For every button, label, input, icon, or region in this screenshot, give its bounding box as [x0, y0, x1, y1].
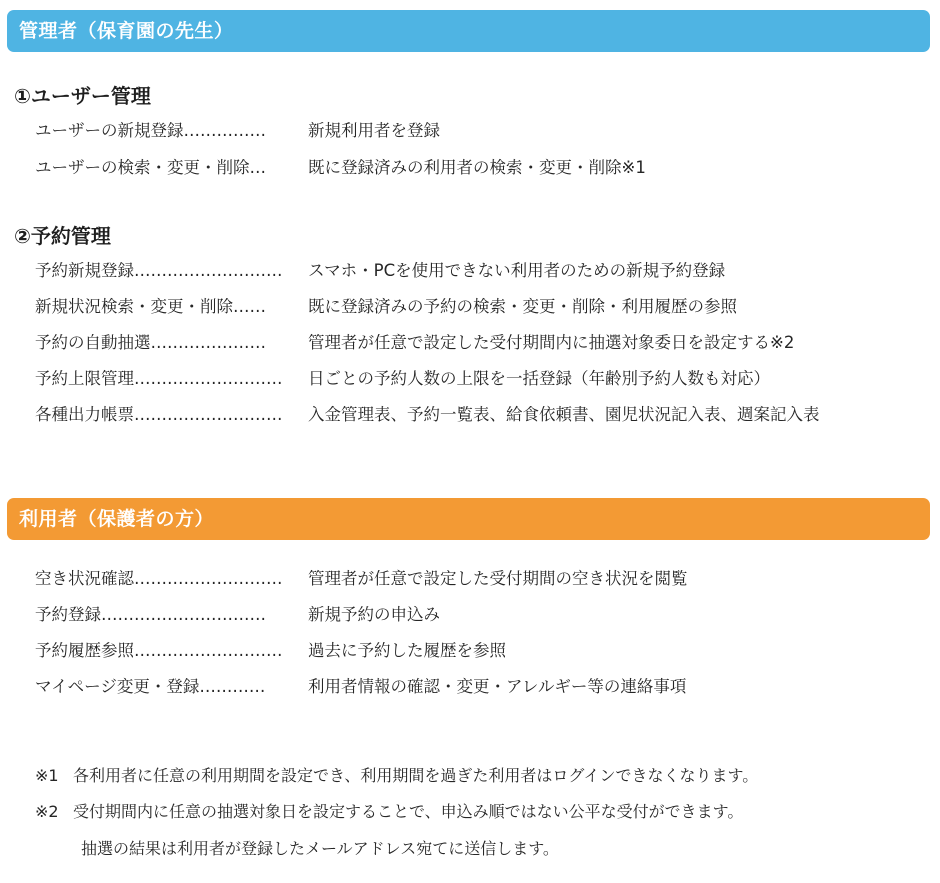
- footnote-mark: ※1: [35, 766, 59, 785]
- admin-section-banner: 管理者（保育園の先生）: [7, 10, 930, 52]
- leader-dots: …………………………: [101, 605, 266, 624]
- feature-label: マイページ変更・登録: [35, 677, 200, 696]
- list-item: [35, 634, 506, 668]
- feature-description: 既に登録済みの利用者の検索・変更・削除※1: [308, 158, 646, 177]
- feature-description: 入金管理表、予約一覧表、給食依頼書、園児状況記入表、週案記入表: [308, 405, 820, 424]
- feature-label: 予約上限管理: [35, 369, 134, 388]
- leader-dots: …………………: [150, 333, 266, 352]
- feature-description: 管理者が任意で設定した受付期間の空き状況を閲覧: [308, 569, 688, 588]
- list-item: [35, 398, 820, 432]
- list-item: [35, 326, 794, 360]
- feature-label: 空き状況確認: [35, 569, 134, 588]
- feature-label: ユーザーの新規登録: [35, 121, 184, 140]
- list-item: [35, 151, 646, 185]
- user-section-banner: 利用者（保護者の方）: [7, 498, 930, 540]
- feature-label: 予約登録: [35, 605, 101, 624]
- leader-dots: ………………………: [134, 641, 283, 660]
- feature-label: 予約履歴参照: [35, 641, 134, 660]
- list-item: [35, 254, 725, 288]
- footnote-2: [35, 795, 743, 829]
- leader-dots: ……………: [183, 121, 266, 140]
- leader-dots: ………………………: [134, 369, 283, 388]
- leader-dots: ……: [233, 297, 266, 316]
- feature-description: 過去に予約した履歴を参照: [308, 641, 506, 660]
- footnote-text: 各利用者に任意の利用期間を設定でき、利用期間を過ぎた利用者はログインできなくなります。: [73, 766, 759, 785]
- feature-label: ユーザーの検索・変更・削除: [35, 158, 250, 177]
- feature-description: 日ごとの予約人数の上限を一括登録（年齢別予約人数も対応）: [308, 369, 770, 388]
- feature-description: 新規利用者を登録: [308, 121, 440, 140]
- feature-description: スマホ・PCを使用できない利用者のための新規予約登録: [308, 261, 726, 280]
- list-item: [35, 562, 688, 596]
- list-item: [35, 670, 686, 704]
- leader-dots: …………: [199, 677, 266, 696]
- list-item: [35, 290, 737, 324]
- leader-dots: ………………………: [134, 569, 283, 588]
- feature-description: 既に登録済みの予約の検索・変更・削除・利用履歴の参照: [308, 297, 737, 316]
- footnote-mark: ※2: [35, 802, 59, 821]
- feature-description: 新規予約の申込み: [308, 605, 440, 624]
- footnote-1: [35, 759, 758, 793]
- leader-dots: ………………………: [134, 261, 283, 280]
- feature-description: 管理者が任意で設定した受付期間内に抽選対象委日を設定する※2: [308, 333, 795, 352]
- list-item: [35, 114, 440, 148]
- footnote-text: 受付期間内に任意の抽選対象日を設定することで、申込み順ではない公平な受付ができます。: [73, 802, 744, 821]
- reservation-management-heading: ②予約管理: [14, 224, 111, 248]
- user-management-heading: ①ユーザー管理: [14, 84, 151, 108]
- feature-description: 利用者情報の確認・変更・アレルギー等の連絡事項: [308, 677, 687, 696]
- leader-dots: ………………………: [134, 405, 283, 424]
- list-item: [35, 598, 440, 632]
- feature-label: 各種出力帳票: [35, 405, 134, 424]
- footnote-2-continuation: 抽選の結果は利用者が登録したメールアドレス宛てに送信します。: [81, 839, 559, 858]
- list-item: [35, 362, 770, 396]
- leader-dots: …: [249, 158, 266, 177]
- feature-label: 予約新規登録: [35, 261, 134, 280]
- feature-label: 新規状況検索・変更・削除: [35, 297, 233, 316]
- feature-label: 予約の自動抽選: [35, 333, 151, 352]
